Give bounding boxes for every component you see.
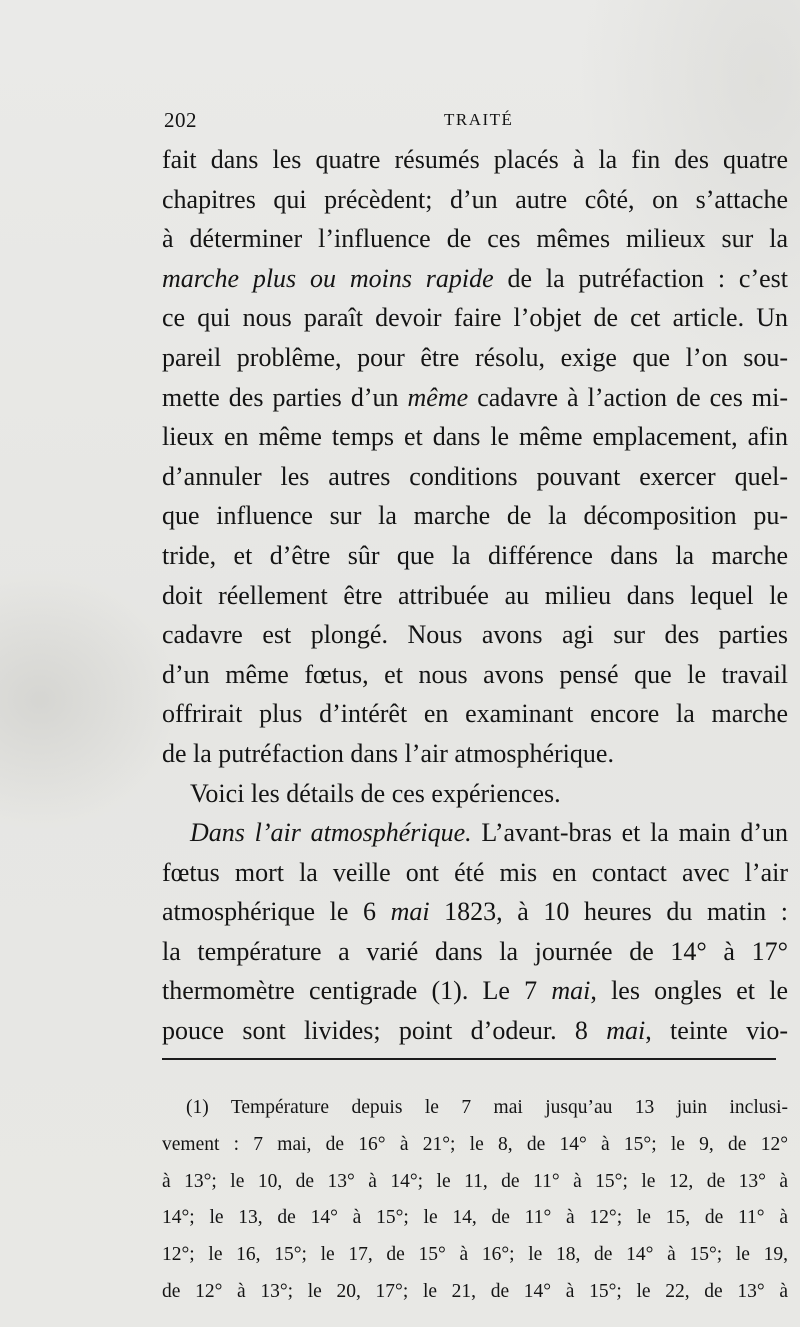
text-run: , les ongles et le bbox=[590, 976, 788, 1006]
text-line bbox=[162, 496, 788, 536]
text-line bbox=[162, 259, 788, 299]
italic-run: mai bbox=[390, 897, 430, 927]
footnote bbox=[162, 1090, 788, 1311]
text-run: 12°; le 16, 15°; le 17, de 15° à 16°; le 18, de 14° à 15°; le 19, bbox=[162, 1244, 788, 1266]
text-line bbox=[162, 932, 788, 972]
footnote-rule bbox=[162, 1058, 776, 1060]
text-run: d’un même fœtus, et nous avons pensé que le travail bbox=[162, 659, 788, 689]
text-run: tride, et d’être sûr que la différence dans la marche bbox=[162, 540, 788, 570]
text-line bbox=[162, 1011, 788, 1051]
footnote-line bbox=[162, 1164, 788, 1201]
text-line bbox=[162, 378, 788, 418]
text-run: à déterminer l’influence de ces mêmes milieux sur la bbox=[162, 224, 788, 254]
text-run: à 13°; le 10, de 13° à 14°; le 11, de 11° à 15°; le 12, de 13° à bbox=[162, 1170, 788, 1192]
text-line bbox=[162, 615, 788, 655]
text-line bbox=[162, 892, 788, 932]
text-run: offrirait plus d’intérêt en examinant encore la marche bbox=[162, 699, 788, 729]
italic-run: même bbox=[407, 382, 469, 412]
text-run: 14°; le 13, de 14° à 15°; le 14, de 11° à 12°; le 15, de 11° à bbox=[162, 1207, 788, 1229]
text-line bbox=[162, 813, 788, 853]
text-line bbox=[162, 457, 788, 497]
text-run: cadavre est plongé. Nous avons agi sur des parties bbox=[162, 620, 788, 650]
text-run: fœtus mort la veille ont été mis en contact avec l’air bbox=[162, 857, 788, 887]
text-line bbox=[162, 734, 788, 774]
text-line bbox=[162, 338, 788, 378]
text-line bbox=[162, 298, 788, 338]
text-run: atmosphérique le 6 bbox=[162, 897, 391, 927]
text-run: pareil problême, pour être résolu, exige que l’on sou- bbox=[162, 342, 788, 372]
text-line bbox=[162, 774, 788, 814]
text-run: cadavre à l’action de ces mi- bbox=[468, 382, 788, 412]
italic-run: mai bbox=[551, 976, 591, 1006]
text-run: L’avant-bras et la main d’un bbox=[471, 818, 788, 848]
text-line bbox=[162, 140, 788, 180]
text-run: d’annuler les autres conditions pouvant exercer quel- bbox=[162, 461, 788, 491]
text-run: de la putréfaction dans l’air atmosphérique. bbox=[162, 738, 614, 768]
text-run: 1823, à 10 heures du matin : bbox=[429, 897, 788, 927]
footnote-line bbox=[162, 1274, 788, 1311]
footnote-line bbox=[162, 1237, 788, 1274]
text-run: de 12° à 13°; le 20, 17°; le 21, de 14° à 15°; le 22, de 13° à bbox=[162, 1280, 788, 1302]
italic-run: Dans l’air atmosphérique. bbox=[190, 818, 472, 848]
text-line bbox=[162, 971, 788, 1011]
text-run: chapitres qui précèdent; d’un autre côté, on s’attache bbox=[162, 184, 788, 214]
text-line bbox=[162, 694, 788, 734]
text-run: que influence sur la marche de la décomposition pu- bbox=[162, 501, 788, 531]
text-run: fait dans les quatre résumés placés à la fin des quatre bbox=[162, 145, 788, 174]
page-number: 202 bbox=[164, 108, 197, 132]
text-line bbox=[162, 576, 788, 616]
text-run: ce qui nous paraît devoir faire l’objet de cet article. Un bbox=[162, 303, 788, 333]
text-run: lieux en même temps et dans le même emplacement, afin bbox=[162, 422, 788, 452]
running-title: TRAITÉ bbox=[444, 110, 514, 129]
text-run: mette des parties d’un bbox=[162, 382, 408, 412]
text-run: doit réellement être attribuée au milieu dans lequel le bbox=[162, 580, 788, 610]
italic-run: mai bbox=[606, 1016, 646, 1046]
text-run: la température a varié dans la journée de 14° à 17° bbox=[162, 936, 788, 966]
footnote-line bbox=[162, 1090, 788, 1127]
body-text bbox=[162, 140, 788, 1051]
text-line bbox=[162, 180, 788, 220]
page-header bbox=[164, 108, 784, 138]
footnote-line bbox=[162, 1200, 788, 1237]
text-line bbox=[162, 417, 788, 457]
text-run: pouce sont livides; point d’odeur. 8 bbox=[162, 1016, 607, 1046]
text-line bbox=[162, 655, 788, 695]
text-run: Voici les détails de ces expériences. bbox=[190, 778, 561, 808]
text-run: de la putréfaction : c’est bbox=[493, 263, 788, 293]
text-run: (1) Température depuis le 7 mai jusqu’au 13 juin inclusi- bbox=[186, 1097, 788, 1118]
italic-run: marche plus ou moins rapide bbox=[162, 263, 494, 293]
text-run: , teinte vio- bbox=[645, 1016, 788, 1046]
text-line bbox=[162, 536, 788, 576]
text-line bbox=[162, 853, 788, 893]
footnote-line bbox=[162, 1127, 788, 1164]
text-line bbox=[162, 219, 788, 259]
text-run: vement : 7 mai, de 16° à 21°; le 8, de 14° à 15°; le 9, de 12° bbox=[162, 1133, 788, 1155]
text-run: thermomètre centigrade (1). Le 7 bbox=[162, 976, 552, 1006]
